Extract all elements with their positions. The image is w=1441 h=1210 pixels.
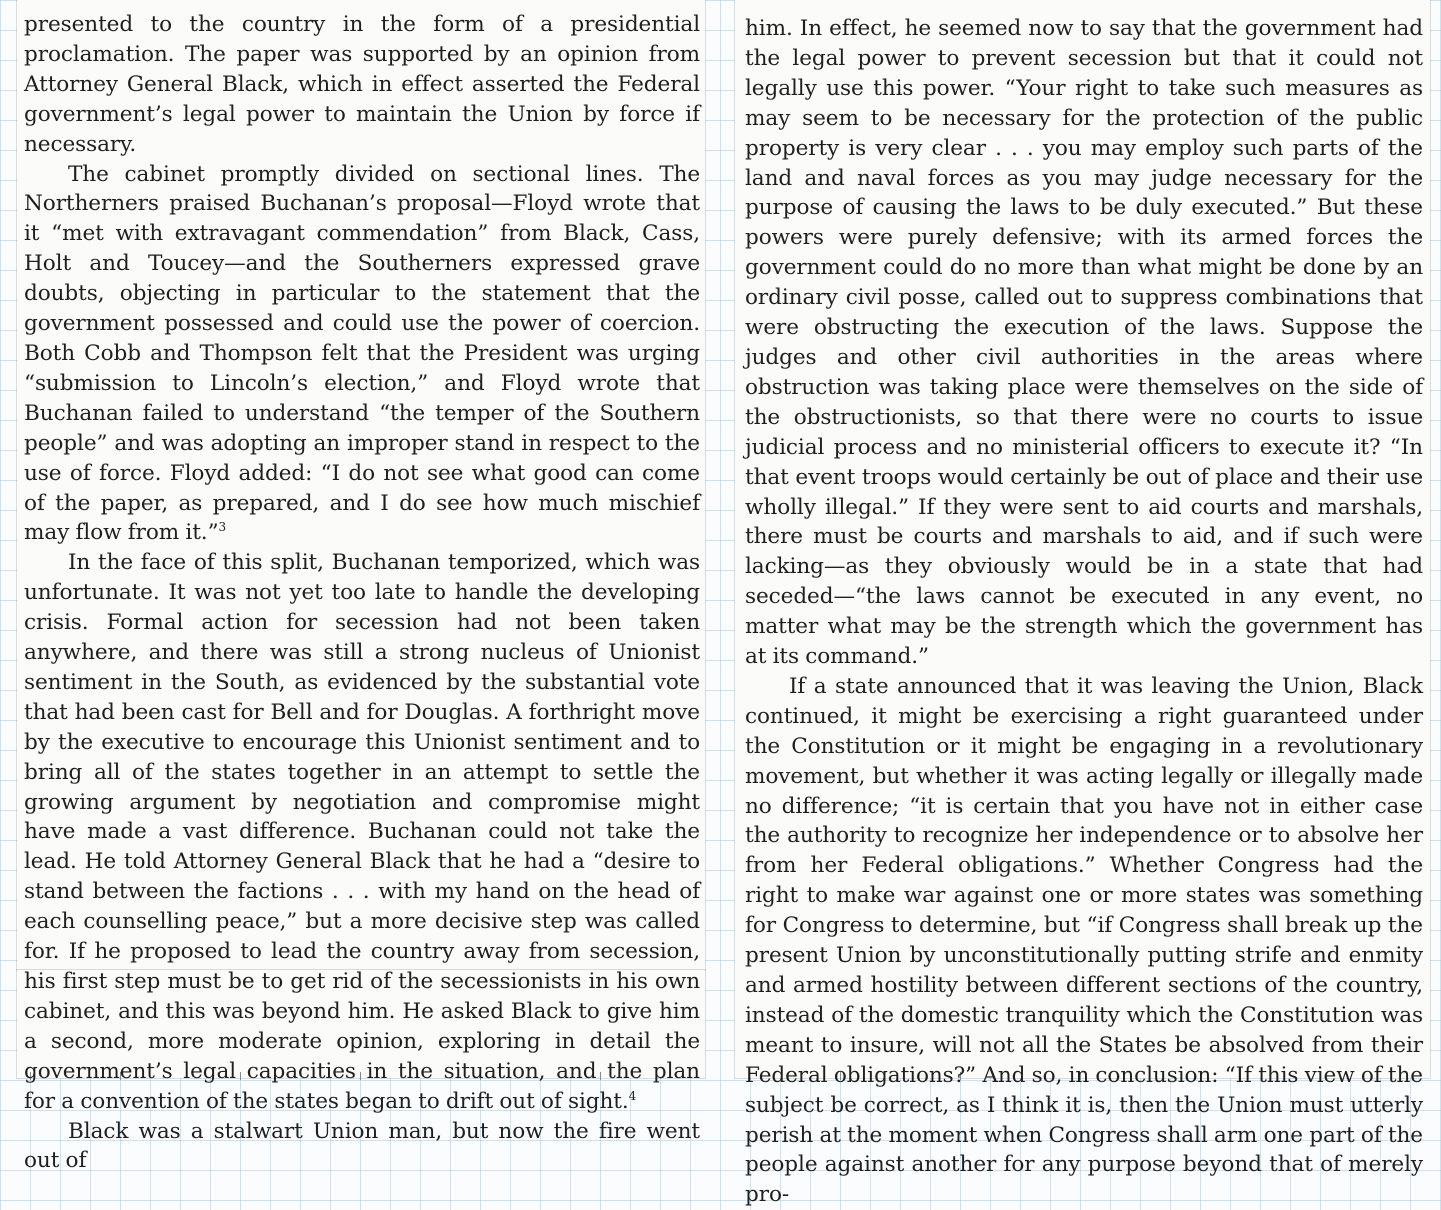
left-paragraph-1-text: presented to the country in the form of a presidential proclamation. The paper was supported by an opinion from Attorney General Black, which in effect asserted the Federal government’s legal power to maintain the Union by force if necessary. [24, 12, 700, 157]
right-paragraph-1-text: him. In effect, he seemed now to say that the government had the legal power to prevent secession but that it could not legally use this power. “Your right to take such measures as may seem to be necessary for the protection of the public property is very clear . . . you may employ such parts of the land and naval forces as you may judge necessary for the purpose of causing the laws to be duly executed.” But these powers were purely defensive; with its armed forces the government could do no more than what might be done by an ordinary civil posse, called out to suppress combinations that were obstructing the execution of the laws. Suppose the judges and other civil authorities in the areas where obstruction was taking place were themselves on the side of the obstructionists, so that there were no courts to issue judicial process and no ministerial officers to execute it? “In that event troops would certainly be out of place and their use wholly illegal.” If they were sent to aid courts and marshals, there must be courts and marshals to aid, and if such were lacking—as they obviously would be in a state that had seceded—“the laws cannot be executed in any event, no matter what may be the strength which the government has at its command.” [745, 16, 1423, 670]
right-paragraph-2 [745, 672, 1423, 1210]
left-paragraph-3-text: In the face of this split, Buchanan temporized, which was unfortunate. It was not yet too late to handle the developing crisis. Formal action for secession had not been taken anywhere, and there was still a strong nucleus of Unionist sentiment in the South, as evidenced by the substantial vote that had been cast for Bell and for Douglas. A forthright move by the executive to encourage this Unionist sentiment and to bring all of the states together in an attempt to settle the growing argument by negotiation and compromise might have made a vast difference. Buchanan could not take the lead. He told Attorney General Black that he had a “desire to stand between the factions . . . with my hand on the head of each counselling peace,” but a more decisive step was called for. If he proposed to lead the country away from secession, his first step must be to get rid of the secessionists in his own cabinet, and this was beyond him. He asked Black to give him a second, more moderate opinion, exploring in detail the government’s legal capacities in the situation, and the plan for a convention of the states began to drift out of sight. [24, 550, 700, 1114]
left-paragraph-3 [24, 548, 700, 1116]
left-paragraph-2-text: The cabinet promptly divided on sectional lines. The Northerners praised Buchanan’s proposal—Floyd wrote that it “met with extravagant commendation” from Black, Cass, Holt and Toucey—and the Southerners expressed grave doubts, objecting in particular to the statement that the government possessed and could use the power of coercion. Both Cobb and Thompson felt that the President was urging “submission to Lincoln’s election,” and Floyd wrote that Buchanan failed to understand “the temper of the Southern people” and was adopting an improper stand in respect to the use of force. Floyd added: “I do not see what good can come of the paper, as prepared, and I do see how much mischief may flow from it.” [24, 161, 700, 546]
footnote-marker: 4 [628, 1088, 637, 1103]
left-paragraph-1 [24, 10, 700, 160]
left-paragraph-4-text: Black was a stalwart Union man, but now the fire went out of [24, 1118, 700, 1174]
left-paragraph-2 [24, 160, 700, 549]
left-paragraph-4 [24, 1117, 700, 1177]
footnote-marker: 3 [218, 520, 227, 535]
right-paragraph-1 [745, 14, 1423, 672]
right-column [745, 14, 1423, 1210]
right-paragraph-2-text: If a state announced that it was leaving the Union, Black continued, it might be exercising a right guaranteed under the Constitution or it might be engaging in a revolutionary movement, but whether it was acting legally or illegally made no difference; “it is certain that you have not in either case the authority to recognize her independence or to absolve her from her Federal obligations.” Whether Congress had the right to make war against one or more states was something for Congress to determine, but “if Congress shall break up the present Union by unconstitutionally putting strife and enmity and armed hostility between different sections of the country, instead of the domestic tranquility which the Constitution was meant to insure, will not all the States be absolved from their Federal obligations?” And so, in conclusion: “If this view of the subject be correct, as I think it is, then the Union must utterly perish at the moment when Congress shall arm one part of the people against another for any purpose beyond that of merely pro- [745, 673, 1423, 1208]
left-column [24, 10, 700, 1176]
